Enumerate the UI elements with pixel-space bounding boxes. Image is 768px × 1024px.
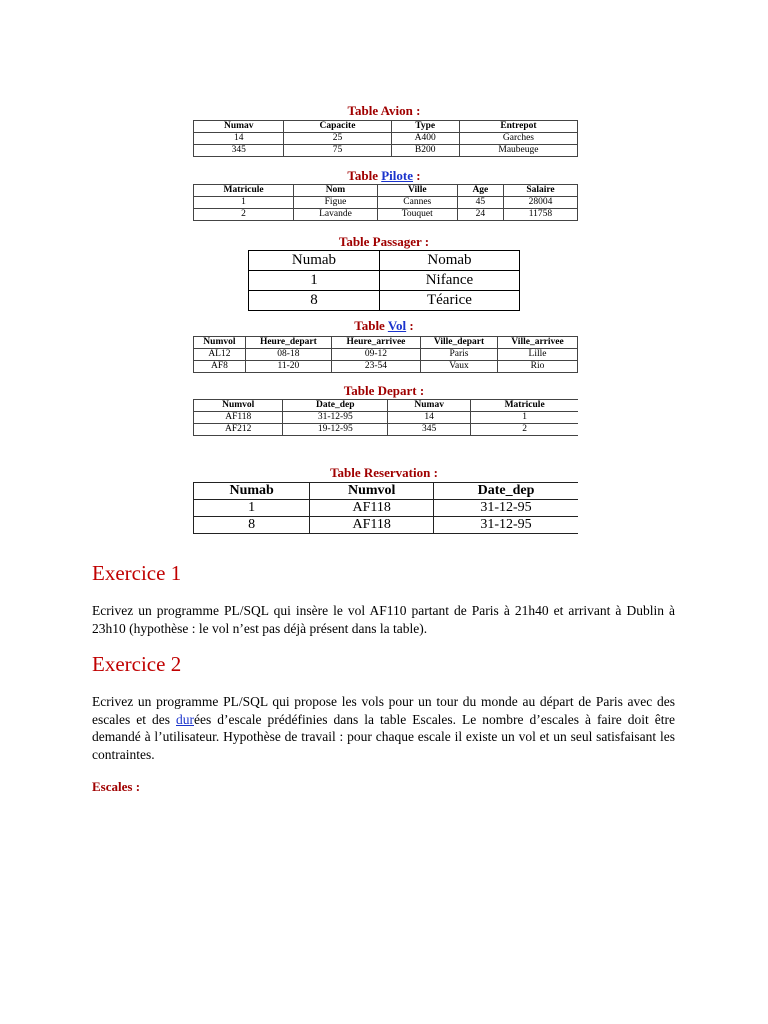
table-cell: 8 [194,517,310,534]
exercice-2-heading: Exercice 2 [92,652,182,676]
table-row [249,291,520,311]
column-header: Numvol [194,400,283,412]
column-header: Nom [294,185,378,197]
table-row [249,271,520,291]
caption-table-passager: Table Passager : [338,234,430,249]
column-header: Ville_depart [420,337,497,349]
table-cell: AF212 [194,424,283,436]
column-header: Type [391,121,459,133]
table-cell: AF118 [310,517,434,534]
table-cell: 25 [284,133,391,145]
table-cell: 1 [249,271,380,291]
column-header: Capacite [284,121,391,133]
table-cell: 2 [194,209,294,221]
table-cell: 23-54 [331,361,420,373]
table-cell: 45 [457,197,503,209]
column-header: Numvol [194,337,246,349]
table-cell: AL12 [194,349,246,361]
table-header-row [194,400,579,412]
exercice-2-text-before: Ecrivez un programme PL/SQL qui propose les vols pour un tour du monde au départ de Paris avec des escales et des [92,694,675,727]
table-cell: Maubeuge [459,145,577,157]
caption-table-pilote [0,168,768,184]
exercice-2-text [92,693,675,763]
table-cell: B200 [391,145,459,157]
table-cell: Nifance [379,271,519,291]
table-header-row [194,483,579,500]
table-cell: AF118 [310,500,434,517]
caption-prefix: Table [347,168,382,183]
column-header: Salaire [503,185,577,197]
table-cell: Téarice [379,291,519,311]
column-header: Matricule [471,400,578,412]
column-header: Ville_arrivee [498,337,578,349]
table-row [194,412,579,424]
table-avion [193,120,578,157]
column-header: Matricule [194,185,294,197]
table-cell: 345 [194,145,284,157]
table-depart [193,399,578,436]
table-cell: 31-12-95 [283,412,388,424]
caption-table-avion: Table Avion : [347,103,421,118]
caption-prefix: Table [354,318,388,333]
table-cell: 1 [194,197,294,209]
column-header: Numab [194,483,310,500]
column-header: Heure_arrivee [331,337,420,349]
table-row [194,145,578,157]
table-cell: 11758 [503,209,577,221]
column-header: Ville [377,185,457,197]
table-cell: Cannes [377,197,457,209]
column-header: Numvol [310,483,434,500]
table-vol [193,336,578,373]
caption-table-reservation: Table Reservation : [330,465,438,480]
table-cell: 31-12-95 [434,500,578,517]
table-cell: 31-12-95 [434,517,578,534]
table-cell: Vaux [420,361,497,373]
caption-suffix: : [413,168,421,183]
table-row [194,361,578,373]
table-cell: 28004 [503,197,577,209]
column-header: Nomab [379,251,519,271]
table-cell: AF8 [194,361,246,373]
exercice-2-text-after: ées d’escale prédéfinies dans la table Escales. Le nombre d’escales à faire doit être demandé à l’utilisateur. Hypothèse de travail : pour chaque escale il existe un vol et un seul satisfaisant les contraintes. [92,711,676,762]
table-cell: Lavande [294,209,378,221]
table-row [194,197,578,209]
table-cell: 09-12 [331,349,420,361]
table-header-row [194,337,578,349]
table-row [194,517,579,534]
table-cell: Lille [498,349,578,361]
table-cell: 11-20 [245,361,331,373]
vol-link[interactable]: Vol [387,318,407,333]
table-header-row [194,121,578,133]
column-header: Numab [249,251,380,271]
table-cell: 75 [284,145,391,157]
table-cell: AF118 [194,412,283,424]
table-row [194,349,578,361]
column-header: Entrepot [459,121,577,133]
table-cell: Figue [294,197,378,209]
table-cell: A400 [391,133,459,145]
table-cell: Touquet [377,209,457,221]
table-cell: Rio [498,361,578,373]
table-cell: 24 [457,209,503,221]
column-header: Heure_depart [245,337,331,349]
table-passager [248,250,520,311]
table-row [194,133,578,145]
table-cell: 08-18 [245,349,331,361]
pilote-link[interactable]: Pilote [381,168,413,183]
table-cell: 1 [471,412,578,424]
column-header: Date_dep [283,400,388,412]
caption-table-depart: Table Depart : [343,383,425,398]
table-cell: 19-12-95 [283,424,388,436]
table-row [194,500,579,517]
table-cell: Garches [459,133,577,145]
table-header-row [249,251,520,271]
table-header-row [194,185,578,197]
table-cell: 14 [194,133,284,145]
escales-label: Escales : [92,779,141,794]
table-row [194,424,579,436]
table-row [194,209,578,221]
table-pilote [193,184,578,221]
exercice-1-heading: Exercice 1 [92,561,182,585]
column-header: Age [457,185,503,197]
column-header: Numav [194,121,284,133]
table-cell: 14 [388,412,471,424]
table-cell: 345 [388,424,471,436]
caption-table-vol [0,318,768,334]
table-cell: 8 [249,291,380,311]
column-header: Date_dep [434,483,578,500]
duree-link[interactable]: dur [176,711,194,727]
table-cell: 2 [471,424,578,436]
exercice-1-text: Ecrivez un programme PL/SQL qui insère le vol AF110 partant de Paris à 21h40 et arrivant à Dublin à 23h10 (hypothèse : le vol n’est pas déjà présent dans la table). [92,603,675,636]
table-cell: Paris [420,349,497,361]
table-cell: 1 [194,500,310,517]
column-header: Numav [388,400,471,412]
caption-suffix: : [406,318,414,333]
table-reservation [193,482,578,534]
